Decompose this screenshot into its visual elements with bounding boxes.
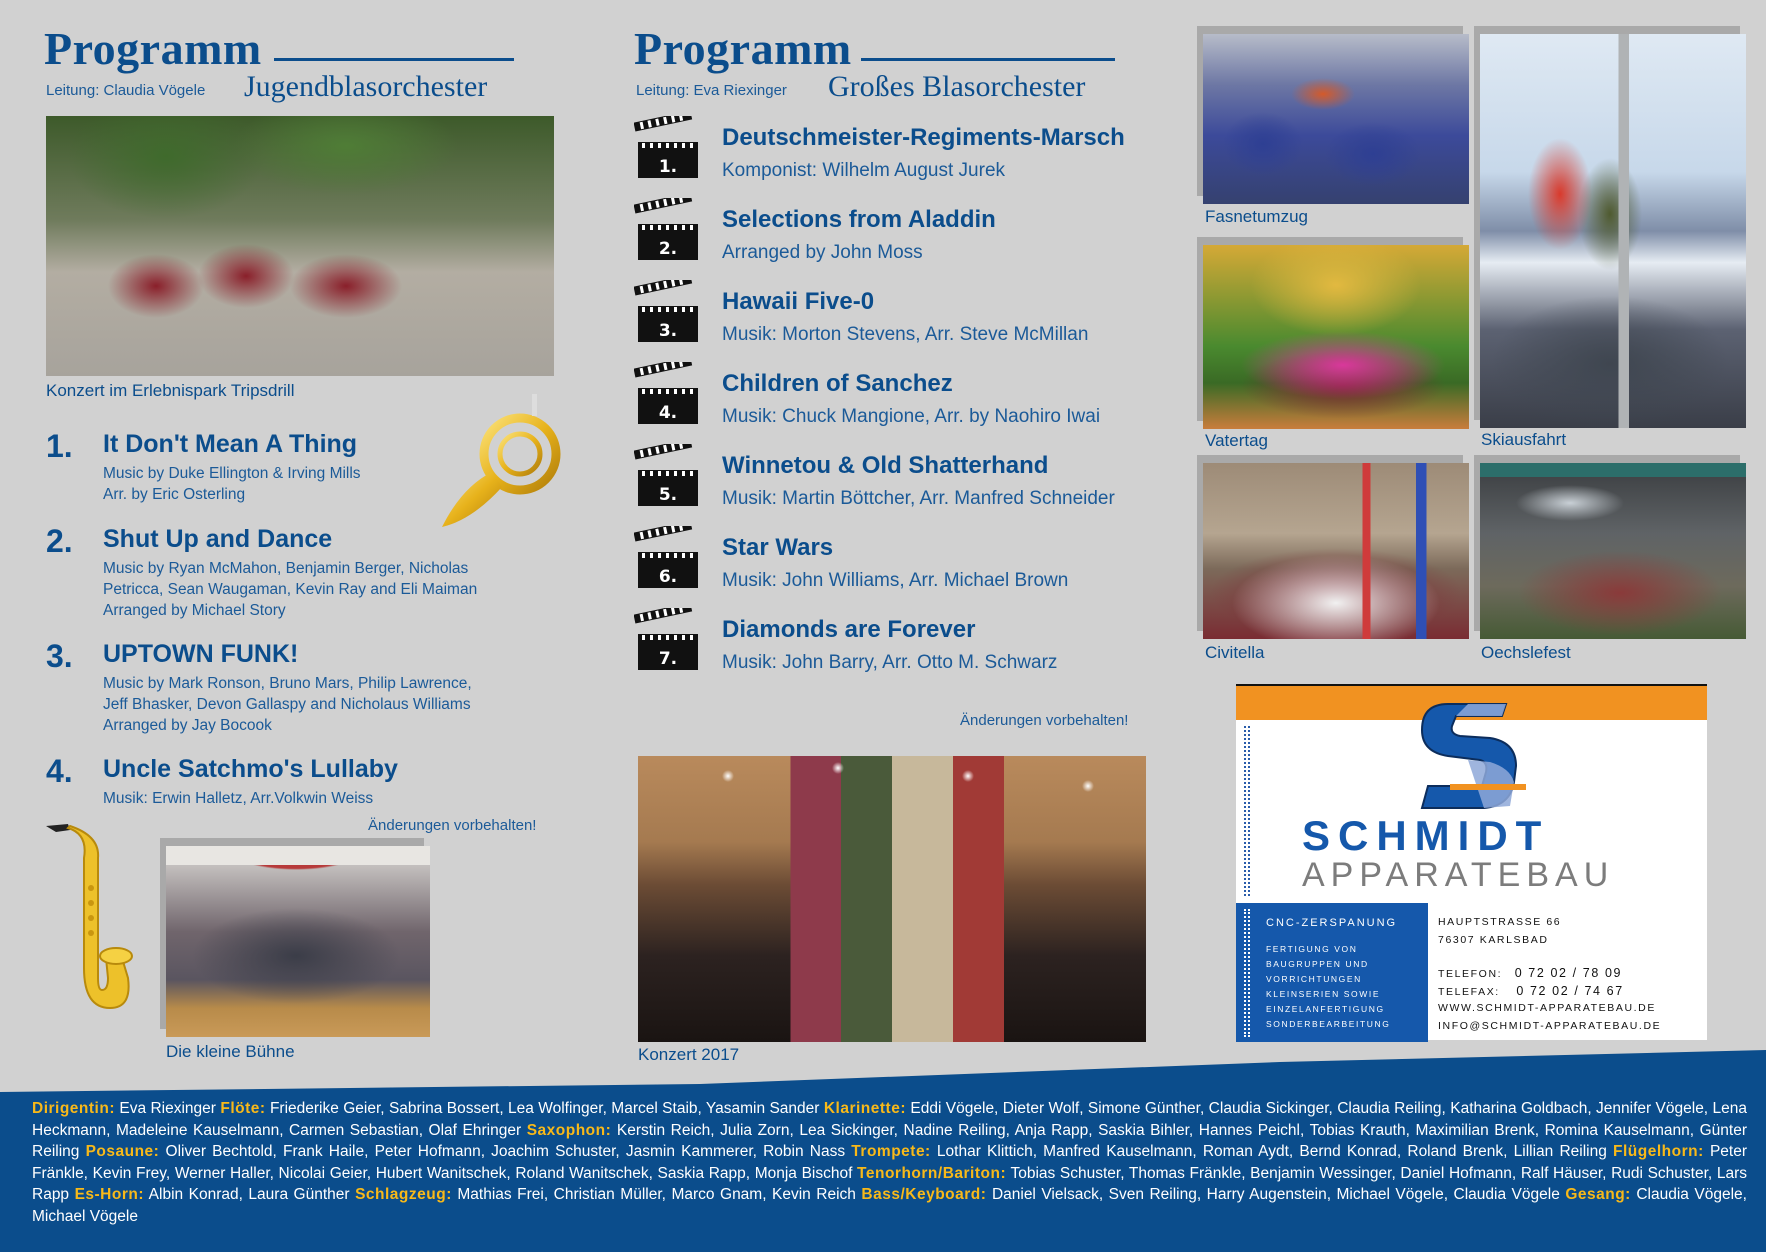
clapperboard-icon (634, 444, 698, 508)
ad-phone-label: TELEFON: (1438, 968, 1503, 980)
item-credits (103, 558, 523, 621)
left-program-title: Programm (44, 23, 262, 74)
section-names: Claudia Vögele, Michael Vögele (32, 1186, 1747, 1225)
photo-kleine-buehne (166, 846, 430, 1037)
clapperboard-number: 4. (658, 403, 678, 423)
ad-company-sub: APPARATEBAU (1302, 856, 1615, 894)
clapperboard-icon (634, 116, 698, 180)
ad-service-head: CNC-ZERSPANUNG (1266, 917, 1398, 929)
ad-city: 76307 KARLSBAD (1438, 934, 1549, 946)
french-horn-icon (432, 392, 572, 532)
credit-line: Music by Mark Ronson, Bruno Mars, Philip Lawrence, (103, 675, 472, 692)
caption-skiausfahrt: Skiausfahrt (1481, 430, 1567, 449)
caption-vatertag: Vatertag (1205, 431, 1269, 450)
musician-list (32, 1098, 1747, 1227)
credit-line: Music by Duke Ellington & Irving Mills (103, 465, 361, 482)
item-number: 2. (46, 523, 73, 559)
ad-phone-row (1438, 966, 1622, 980)
item-credits: Musik: Chuck Mangione, Arr. by Naohiro Iwai (722, 406, 1101, 427)
item-number: 1. (46, 428, 73, 464)
item-credits: Komponist: Wilhelm August Jurek (722, 160, 1006, 181)
section-role: Es-Horn: (74, 1186, 145, 1203)
item-title: Deutschmeister-Regiments-Marsch (722, 124, 1125, 151)
left-conductor: Leitung: Claudia Vögele (46, 82, 206, 99)
ad-service: SONDERBEARBEITUNG (1266, 1019, 1391, 1029)
section-role: Posaune: (85, 1143, 160, 1160)
ad-street: HAUPTSTRASSE 66 (1438, 916, 1562, 928)
caption-oechslefest: Oechslefest (1481, 643, 1571, 662)
middle-program-title: Programm (634, 23, 852, 74)
item-title: Winnetou & Old Shatterhand (722, 452, 1049, 479)
photo-skiausfahrt (1480, 34, 1746, 428)
section-names: Eddi Vögele, Dieter Wolf, Simone Günther, Claudia Sickinger, Claudia Reiling, Katharina Goldbach, Jennifer Vögele, Lena Heckmann, Madeleine Kauselmann, Carmen Sebastian, Olaf Ehringer (32, 1100, 1747, 1139)
section-names: Mathias Frei, Christian Müller, Marco Gnam, Kevin Reich (457, 1186, 856, 1203)
left-orchestra-name: Jugendblasorchester (244, 70, 488, 103)
ad-website-link[interactable]: WWW.SCHMIDT-APPARATEBAU.DE (1438, 1002, 1656, 1014)
middle-changes-note: Änderungen vorbehalten! (960, 712, 1129, 729)
photo-tripsdrill (46, 116, 554, 376)
clapperboard-icon (634, 362, 698, 426)
clapperboard-number: 1. (658, 157, 678, 177)
item-credits (103, 788, 523, 809)
ad-service: KLEINSERIEN SOWIE (1266, 989, 1381, 999)
item-credits: Musik: John Williams, Arr. Michael Brown (722, 570, 1069, 591)
caption-kleine-buehne: Die kleine Bühne (166, 1042, 295, 1061)
credit-line: Arr. by Eric Osterling (103, 486, 246, 503)
section-names: Tobias Schuster, Thomas Fränkle, Benjamin Wessinger, Daniel Hofmann, Ralf Häuser, Rudi Schuster, Lars Rapp (32, 1164, 1747, 1203)
section-names: Kerstin Reich, Julia Zorn, Lea Sickinger, Nadine Reiling, Anja Rapp, Saskia Bihler, Hannes Peichl, Tobias Krauth, Maximilian Brenk, Romina Kauselmann, Günter Reiling (32, 1121, 1747, 1160)
section-role: Schlagzeug: (355, 1186, 452, 1203)
item-title: Uncle Satchmo's Lullaby (103, 755, 398, 783)
middle-conductor: Leitung: Eva Riexinger (636, 82, 787, 99)
photo-civitella (1203, 463, 1469, 639)
credit-line: Arranged by Michael Story (103, 602, 286, 619)
item-title: Selections from Aladdin (722, 206, 996, 233)
ad-email-link[interactable]: INFO@SCHMIDT-APPARATEBAU.DE (1438, 1020, 1662, 1032)
clapperboard-icon (634, 526, 698, 590)
section-names: Friederike Geier, Sabrina Bossert, Lea Wolfinger, Marcel Staib, Yasamin Sander (269, 1100, 820, 1117)
clapperboard-icon (634, 198, 698, 262)
photo-konzert-2017 (638, 756, 1146, 1042)
section-role: Flöte: (220, 1100, 266, 1117)
item-title: It Don't Mean A Thing (103, 430, 358, 458)
ad-service: EINZELANFERTIGUNG (1266, 1004, 1385, 1014)
item-credits: Musik: Martin Böttcher, Arr. Manfred Schneider (722, 488, 1115, 509)
section-names: Daniel Vielsack, Sven Reiling, Harry Augenstein, Michael Vögele, Claudia Vögele (991, 1186, 1560, 1203)
middle-orchestra-name: Großes Blasorchester (828, 70, 1086, 103)
caption-konzert-2017: Konzert 2017 (638, 1045, 740, 1064)
ad-company-name: SCHMIDT (1302, 812, 1550, 859)
caption-fasnetumzug: Fasnetumzug (1205, 207, 1308, 226)
item-credits: Arranged by John Moss (722, 242, 923, 263)
ad-fax-label: TELEFAX: (1438, 986, 1500, 998)
section-role: Flügelhorn: (1613, 1143, 1704, 1160)
section-names: Albin Konrad, Laura Günther (148, 1186, 350, 1203)
clapperboard-icon (634, 608, 698, 672)
item-title: Shut Up and Dance (103, 525, 333, 553)
ad-fax: 0 72 02 / 74 67 (1516, 984, 1624, 998)
clapperboard-number: 5. (658, 485, 678, 505)
title-underline (274, 58, 514, 61)
caption-tripsdrill: Konzert im Erlebnispark Tripsdrill (46, 381, 295, 400)
section-names: Eva Riexinger (119, 1100, 216, 1117)
ad-dotted-rule (1244, 909, 1250, 1037)
credit-line: Music by Ryan McMahon, Benjamin Berger, Nicholas (103, 560, 469, 577)
credit-line: Arranged by Jay Bocook (103, 717, 272, 734)
photo-vatertag (1203, 245, 1469, 429)
item-number: 3. (46, 638, 73, 674)
credit-line: Jeff Bhasker, Devon Gallaspy and Nicholaus Williams (103, 696, 471, 713)
title-underline (861, 58, 1115, 61)
ad-service: FERTIGUNG VON (1266, 944, 1358, 954)
item-credits: Musik: John Barry, Arr. Otto M. Schwarz (722, 652, 1058, 673)
ad-dotted-rule (1244, 726, 1250, 896)
credit-line: Musik: Erwin Halletz, Arr.Volkwin Weiss (103, 790, 374, 807)
section-names: Oliver Bechtold, Frank Haile, Peter Hofmann, Joachim Schuster, Jasmin Kammerer, Robin Nass (165, 1143, 846, 1160)
item-title: Hawaii Five-0 (722, 288, 875, 315)
ad-service: VORRICHTUNGEN (1266, 974, 1362, 984)
clapperboard-number: 3. (658, 321, 678, 341)
schmidt-apparatebau-ad (1236, 684, 1707, 1040)
ad-fax-row (1438, 984, 1624, 998)
item-title: Children of Sanchez (722, 370, 953, 397)
schmidt-s-logo-icon (1410, 700, 1530, 814)
section-role: Tenorhorn/Bariton: (857, 1164, 1007, 1182)
saxophone-icon (40, 818, 140, 1018)
item-credits: Musik: Morton Stevens, Arr. Steve McMillan (722, 324, 1089, 345)
section-names: Lothar Klittich, Manfred Kauselmann, Roman Aydt, Bernd Konrad, Roland Brenk, Lillian Reiling (936, 1143, 1607, 1160)
item-title: Star Wars (722, 534, 834, 561)
section-role: Saxophon: (526, 1121, 612, 1139)
credit-line: Petricca, Sean Waugaman, Kevin Ray and Eli Maiman (103, 581, 478, 598)
item-title: Diamonds are Forever (722, 616, 976, 643)
section-role: Dirigentin: (32, 1100, 115, 1117)
item-title: UPTOWN FUNK! (103, 640, 299, 668)
clapperboard-icon (634, 280, 698, 344)
caption-civitella: Civitella (1205, 643, 1265, 662)
item-credits (103, 673, 523, 736)
section-role: Klarinette: (823, 1100, 906, 1117)
section-role: Trompete: (851, 1143, 931, 1160)
photo-oechslefest (1480, 463, 1746, 639)
clapperboard-number: 6. (658, 567, 678, 587)
section-role: Bass/Keyboard: (861, 1186, 987, 1203)
item-number: 4. (46, 753, 73, 789)
section-role: Gesang: (1565, 1186, 1631, 1203)
ad-phone: 0 72 02 / 78 09 (1514, 966, 1623, 980)
ad-service: BAUGRUPPEN UND (1266, 959, 1369, 969)
ad-services-box (1236, 903, 1428, 1042)
clapperboard-number: 7. (658, 649, 678, 669)
left-changes-note: Änderungen vorbehalten! (368, 817, 537, 834)
photo-fasnetumzug (1203, 34, 1469, 204)
clapperboard-number: 2. (658, 239, 678, 259)
section-names: Peter Fränkle, Kevin Frey, Werner Haller, Nicolai Geier, Hubert Wanitschek, Roland Wanitschek, Saskia Rapp, Monja Bischof (32, 1143, 1748, 1182)
